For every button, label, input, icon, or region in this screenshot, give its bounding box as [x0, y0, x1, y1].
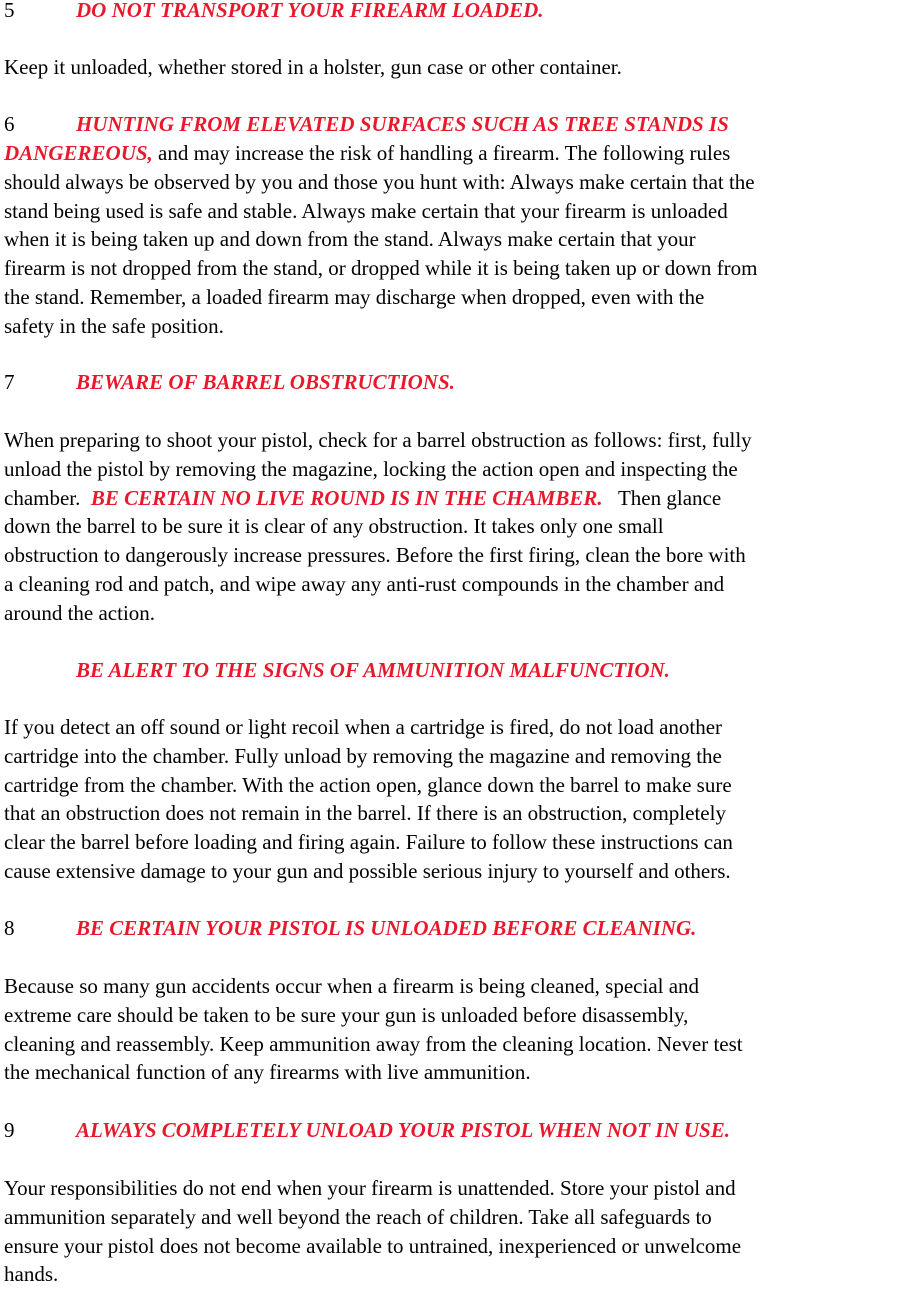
body-line: cartridge from the chamber. With the action open, glance down the barrel to make sure: [4, 772, 732, 797]
body-line: cartridge into the chamber. Fully unload by removing the magazine and removing the: [4, 743, 722, 768]
section-subheading: BE ALERT TO THE SIGNS OF AMMUNITION MALFUNCTION.: [76, 658, 670, 682]
section-heading: HUNTING FROM ELEVATED SURFACES SUCH AS TREE STANDS IS: [76, 112, 729, 136]
body-line: firearm is not dropped from the stand, or dropped while it is being taken up or down from: [4, 256, 758, 281]
body-line: When preparing to shoot your pistol, check for a barrel obstruction as follows: first, fully: [4, 428, 752, 452]
body-line: ammunition separately and well beyond the reach of children. Take all safeguards to: [4, 1204, 712, 1229]
section-body: [4, 1174, 898, 1289]
section-number: 7: [4, 370, 15, 394]
body-line: Keep it unloaded, whether stored in a holster, gun case or other container.: [4, 55, 622, 79]
body-line: a cleaning rod and patch, and wipe away any anti-rust compounds in the chamber and: [4, 571, 725, 596]
body-line: [4, 484, 898, 513]
body-line: down the barrel to be sure it is clear of any obstruction. It takes only one small: [4, 514, 664, 539]
body-line: clear the barrel before loading and firing again. Failure to follow these instructions can: [4, 830, 733, 855]
body-line: cleaning and reassembly. Keep ammunition away from the cleaning location. Never test: [4, 1031, 743, 1056]
body-line: If you detect an off sound or light recoil when a cartridge is fired, do not load another: [4, 715, 723, 739]
section-body: [4, 53, 898, 82]
inline-warning: BE CERTAIN NO LIVE ROUND IS IN THE CHAMBER.: [90, 485, 603, 510]
section-heading-continued: DANGEREOUS,: [4, 141, 153, 165]
body-line: cause extensive damage to your gun and possible serious injury to yourself and others.: [4, 858, 731, 883]
body-line: the stand. Remember, a loaded firearm may discharge when dropped, even with the: [4, 284, 705, 309]
body-line: should always be observed by you and those you hunt with: Always make certain that the: [4, 169, 755, 194]
body-line: when it is being taken up and down from the stand. Always make certain that your: [4, 227, 696, 252]
body-line: ensure your pistol does not become available to untrained, inexperienced or unwelcome: [4, 1233, 742, 1258]
section-number: 8: [4, 916, 15, 940]
section-number: 6: [4, 112, 15, 136]
section-number: 9: [4, 1118, 15, 1142]
body-line: [4, 139, 898, 168]
body-text: and may increase the risk of handling a firearm. The following rules: [152, 141, 731, 165]
section-number: 5: [4, 0, 15, 22]
body-line: obstruction to dangerously increase pressures. Before the first firing, clean the bore with: [4, 543, 746, 568]
body-line: stand being used is safe and stable. Always make certain that your firearm is unloaded: [4, 198, 728, 223]
section-sub-body: [4, 713, 898, 886]
section-heading: BE CERTAIN YOUR PISTOL IS UNLOADED BEFORE CLEANING.: [76, 916, 697, 940]
body-line: that an obstruction does not remain in the barrel. If there is an obstruction, completely: [4, 801, 726, 826]
body-text: Then glance: [602, 485, 722, 510]
body-line: Because so many gun accidents occur when a firearm is being cleaned, special and: [4, 974, 700, 998]
section-body: [4, 972, 898, 1087]
body-line: safety in the safe position.: [4, 313, 224, 338]
section-heading: ALWAYS COMPLETELY UNLOAD YOUR PISTOL WHEN NOT IN USE.: [76, 1118, 730, 1142]
body-line: unload the pistol by removing the magazine, locking the action open and inspecting the: [4, 456, 738, 481]
body-line: Your responsibilities do not end when your firearm is unattended. Store your pistol and: [4, 1176, 736, 1200]
body-line: around the action.: [4, 600, 156, 625]
body-text: chamber.: [4, 485, 91, 510]
section-body: [4, 426, 898, 628]
body-line: the mechanical function of any firearms with live ammunition.: [4, 1060, 531, 1085]
section-heading: DO NOT TRANSPORT YOUR FIREARM LOADED.: [76, 0, 544, 22]
body-line: extreme care should be taken to be sure your gun is unloaded before disassembly,: [4, 1002, 689, 1027]
section-body: [4, 139, 898, 341]
body-line: hands.: [4, 1262, 59, 1287]
section-heading: BEWARE OF BARREL OBSTRUCTIONS.: [76, 370, 455, 394]
